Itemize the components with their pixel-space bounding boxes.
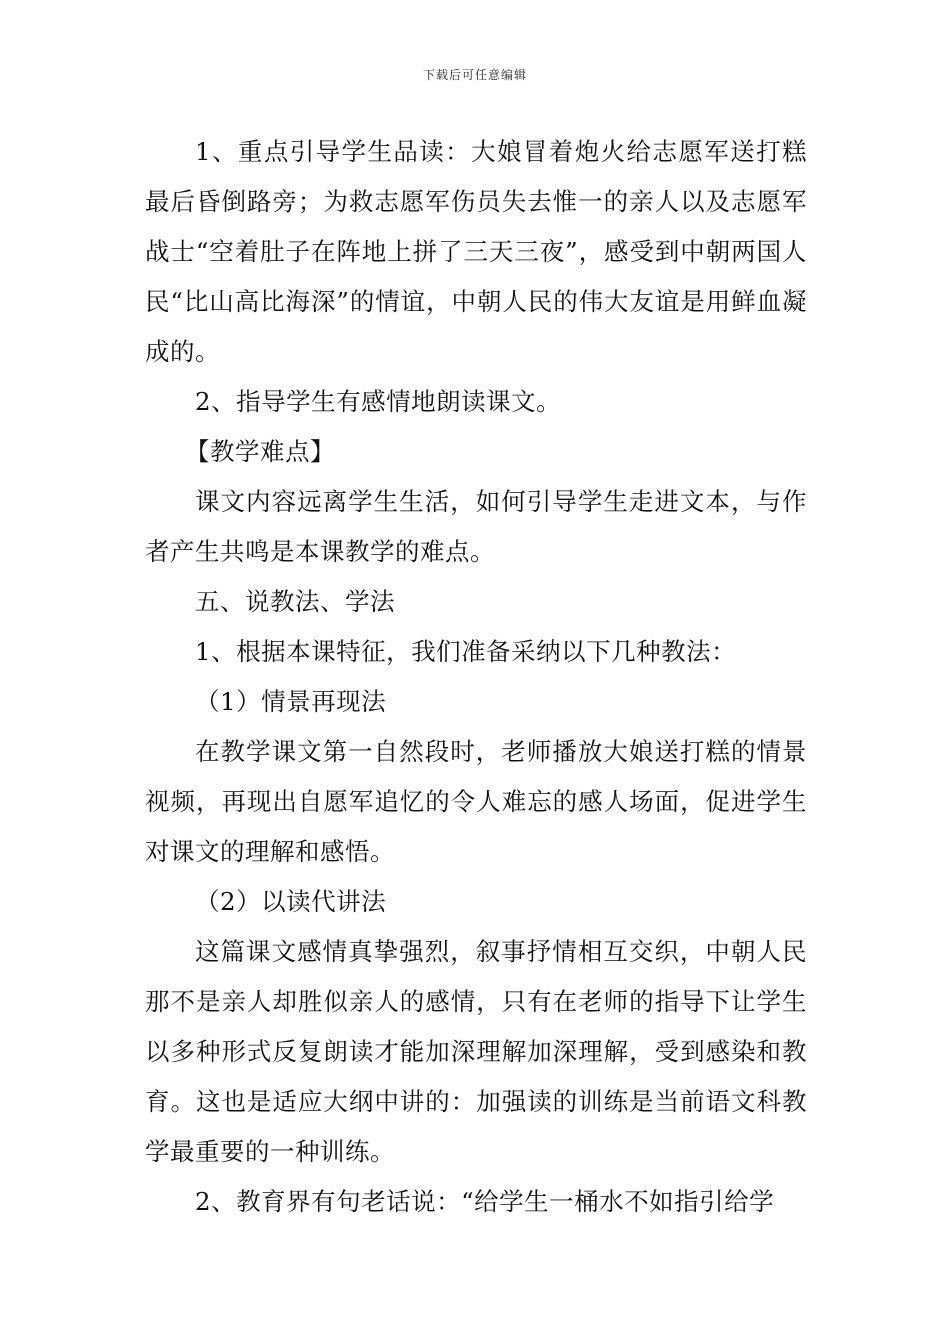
page-header-note: 下载后可任意编辑 — [422, 68, 527, 82]
section-heading-difficulty: 【教学难点】 — [185, 437, 335, 466]
paragraph-methods-intro: 1、根据本课特征，我们准备采纳以下几种教法： — [195, 637, 737, 666]
paragraph-key-point-2: 2、指导学生有感情地朗读课文。 — [195, 387, 562, 416]
paragraph-scene-method: 在教学课文第一自然段时，老师播放大娘送打糕的情景视频，再现出自愿军追忆的令人难忘的感人场面，促进学生对课文的理解和感悟。 — [145, 737, 807, 866]
document-body — [145, 127, 807, 1227]
sub-heading-scene-method: （1）情景再现法 — [195, 687, 387, 716]
section-heading-methods: 五、说教法、学法 — [195, 587, 395, 616]
paragraph-key-point-1: 1、重点引导学生品读：大娘冒着炮火给志愿军送打糕最后昏倒路旁；为救志愿军伤员失去惟一的亲人以及志愿军战士“空着肚子在阵地上拼了三天三夜”，感受到中朝两国人民“比山高比海深”的情谊，中朝人民的伟大友谊是用鲜血凝成的。 — [145, 137, 807, 366]
paragraph-reading-method: 这篇课文感情真挚强烈，叙事抒情相互交织，中朝人民那不是亲人却胜似亲人的感情，只有在老师的指导下让学生以多种形式反复朗读才能加深理解加深理解，受到感染和教育。这也是适应大纲中讲的：加强读的训练是当前语文科教学最重要的一种训练。 — [145, 937, 807, 1166]
sub-heading-reading-method: （2）以读代讲法 — [195, 887, 387, 916]
paragraph-education-saying: 2、教育界有句老话说：“给学生一桶水不如指引给学 — [195, 1187, 775, 1216]
paragraph-difficulty: 课文内容远离学生生活，如何引导学生走进文本，与作者产生共鸣是本课教学的难点。 — [145, 487, 807, 566]
